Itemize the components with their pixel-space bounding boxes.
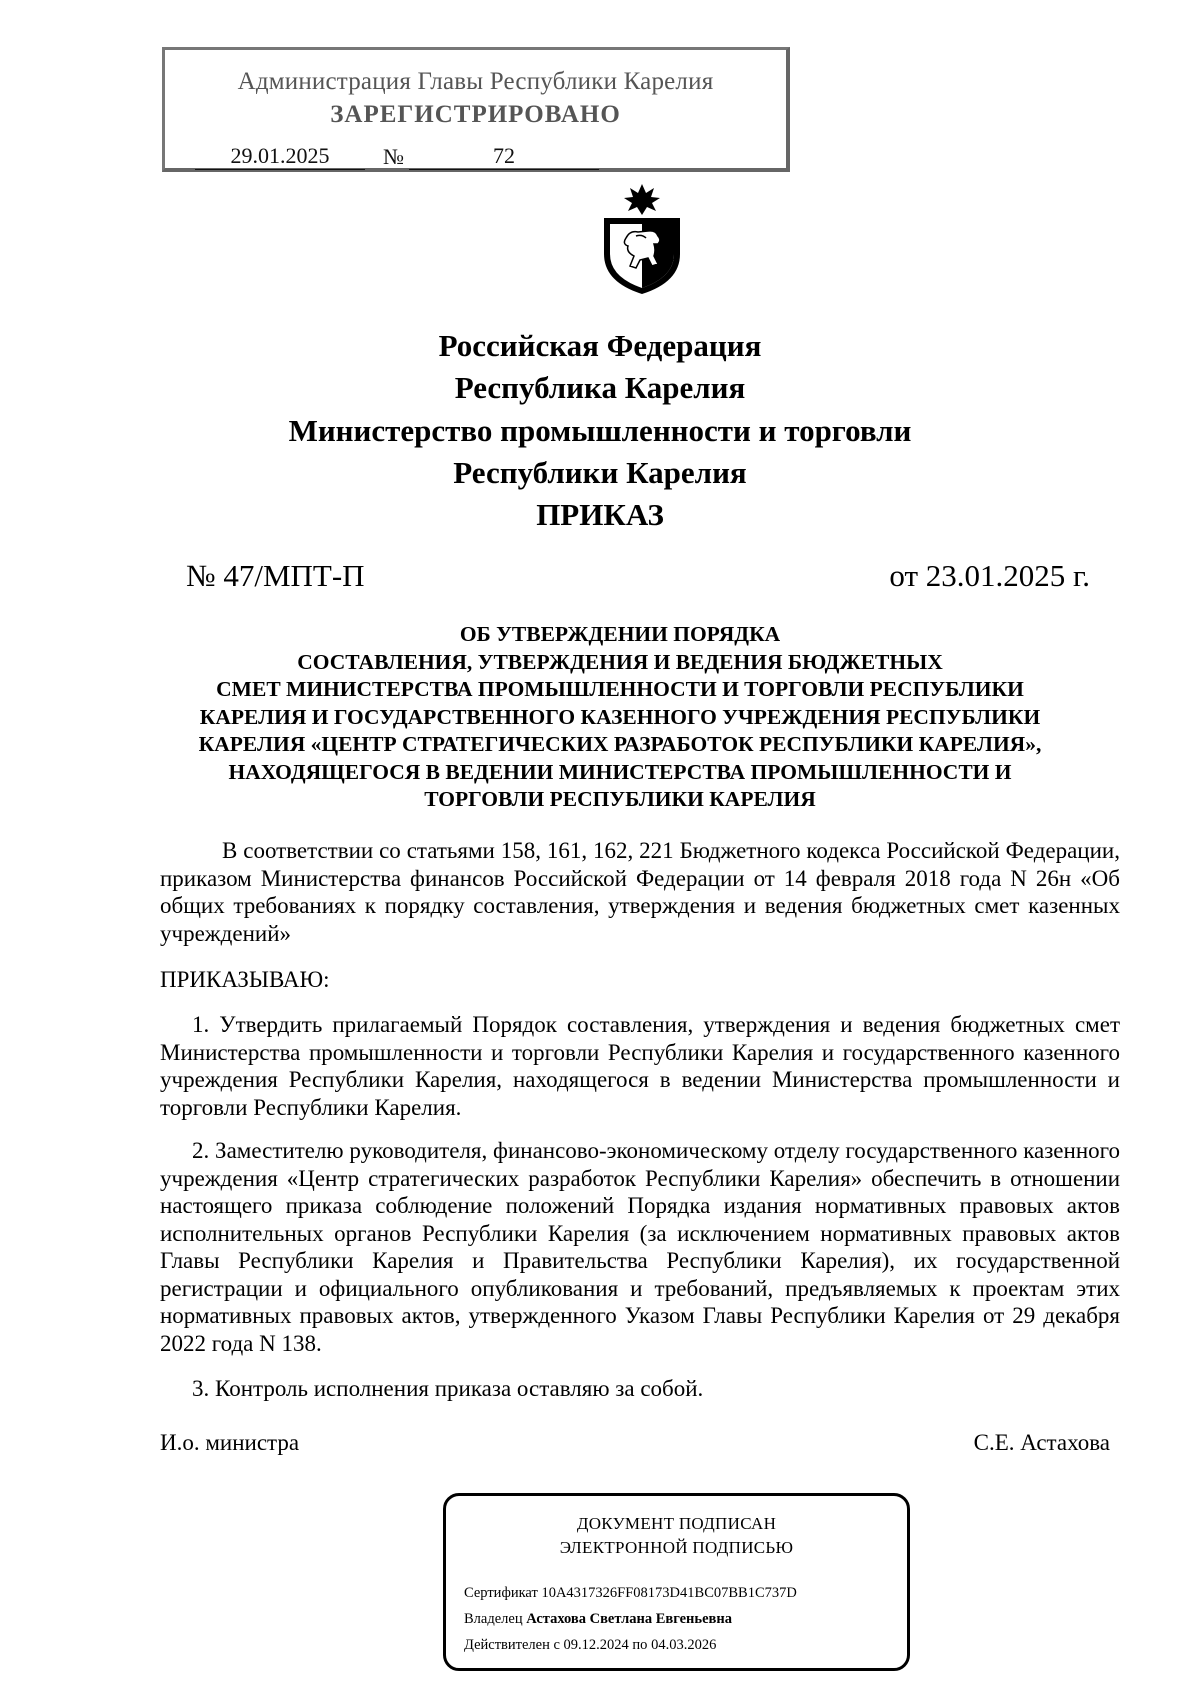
esig-title-line2: ЭЛЕКТРОННОЙ ПОДПИСЬЮ	[559, 1538, 794, 1557]
title-line: КАРЕЛИЯ И ГОСУДАРСТВЕННОГО КАЗЕННОГО УЧРЕЖДЕНИЯ РЕСПУБЛИКИ	[199, 704, 1041, 729]
title-line: НАХОДЯЩЕГОСЯ В ВЕДЕНИИ МИНИСТЕРСТВА ПРОМЫШЛЕННОСТИ И	[228, 759, 1012, 784]
order-number: № 47/МПТ-П	[186, 558, 365, 593]
title-line: ОБ УТВЕРЖДЕНИИ ПОРЯДКА	[459, 622, 781, 646]
esig-validity	[464, 1637, 716, 1654]
registration-date: 29.01.2025	[195, 143, 365, 170]
document-title	[160, 621, 1080, 814]
esig-valid-from: 09.12.2024	[563, 1637, 629, 1653]
header-republic: Республика Карелия	[454, 370, 746, 405]
title-line: СОСТАВЛЕНИЯ, УТВЕРЖДЕНИЯ И ВЕДЕНИЯ БЮДЖЕТНЫХ	[297, 649, 943, 674]
esig-valid-label: Действителен с	[464, 1637, 560, 1653]
header-ministry-cont: Республики Карелия	[453, 455, 747, 490]
esig-certificate	[464, 1585, 797, 1602]
header-ministry: Министерство промышленности и торговли	[288, 413, 912, 448]
registration-number-sign: №	[383, 144, 404, 169]
registration-status: ЗАРЕГИСТРИРОВАНО	[330, 101, 621, 128]
title-line: ТОРГОВЛИ РЕСПУБЛИКИ КАРЕЛИЯ	[424, 787, 816, 811]
registration-number: 72	[409, 143, 599, 170]
order-item-1: 1. Утвердить прилагаемый Порядок составления, утверждения и ведения бюджетных смет Министерства промышленности и торговли Республики Карелия и государственного казенного учреждения Республики Карелия, находящегося в ведении Министерства промышленности и торговли Республики Карелия.	[160, 1012, 1120, 1120]
title-line: СМЕТ МИНИСТЕРСТВА ПРОМЫШЛЕННОСТИ И ТОРГОВЛИ РЕСПУБЛИКИ	[216, 677, 1024, 701]
order-date: от 23.01.2025 г.	[889, 558, 1090, 593]
electronic-signature-box	[443, 1493, 910, 1671]
title-line: КАРЕЛИЯ «ЦЕНТР СТРАТЕГИЧЕСКИХ РАЗРАБОТОК РЕСПУБЛИКИ КАРЕЛИЯ»,	[198, 732, 1042, 756]
header-country: Российская Федерация	[438, 328, 762, 363]
esig-title-line1: ДОКУМЕНТ ПОДПИСАН	[576, 1514, 777, 1533]
preamble-paragraph: В соответствии со статьями 158, 161, 162, 221 Бюджетного кодекса Российской Федерации, приказом Министерства финансов Российской Федерации от 14 февраля 2018 года N 26н «Об общих требованиях к порядку составления, утверждения и ведения бюджетных смет казенных учреждений»	[160, 838, 1120, 946]
registration-authority: Администрация Главы Республики Карелия	[237, 68, 714, 95]
esig-owner-value: Астахова Светлана Евгеньевна	[526, 1611, 732, 1627]
document-type: ПРИКАЗ	[536, 497, 664, 532]
esig-owner	[464, 1611, 732, 1628]
ordering-word: ПРИКАЗЫВАЮ:	[160, 967, 330, 992]
order-item-2: 2. Заместителю руководителя, финансово-экономическому отделу государственного казенного учреждения «Центр стратегических разработок Республики Карелия» обеспечить в отношении настоящего приказа соблюдение положений Порядка издания нормативных правовых актов исполнительных органов Республики Карелия (за исключением нормативных правовых актов Главы Республики Карелия и Правительства Республики Карелия), их государственной регистрации и официального опубликования и требований, предъявляемых к проектам этих нормативных правовых актов, утвержденного Указом Главы Республики Карелия от 29 декабря 2022 года N 138.	[160, 1138, 1120, 1356]
registration-stamp	[162, 47, 790, 172]
karelia-coat-of-arms-icon	[596, 184, 688, 296]
registration-date-row	[165, 140, 605, 172]
esig-valid-to-label: по	[632, 1637, 648, 1653]
signatory-name: С.Е. Астахова	[973, 1430, 1110, 1455]
esig-certificate-value: 10A4317326FF08173D41BC07BB1C737D	[541, 1585, 797, 1601]
esig-certificate-label: Сертификат	[464, 1585, 538, 1601]
order-item-3: 3. Контроль исполнения приказа оставляю за собой.	[192, 1376, 704, 1401]
esig-owner-label: Владелец	[464, 1611, 523, 1627]
esig-valid-to: 04.03.2026	[651, 1637, 717, 1653]
signatory-position: И.о. министра	[160, 1430, 300, 1455]
